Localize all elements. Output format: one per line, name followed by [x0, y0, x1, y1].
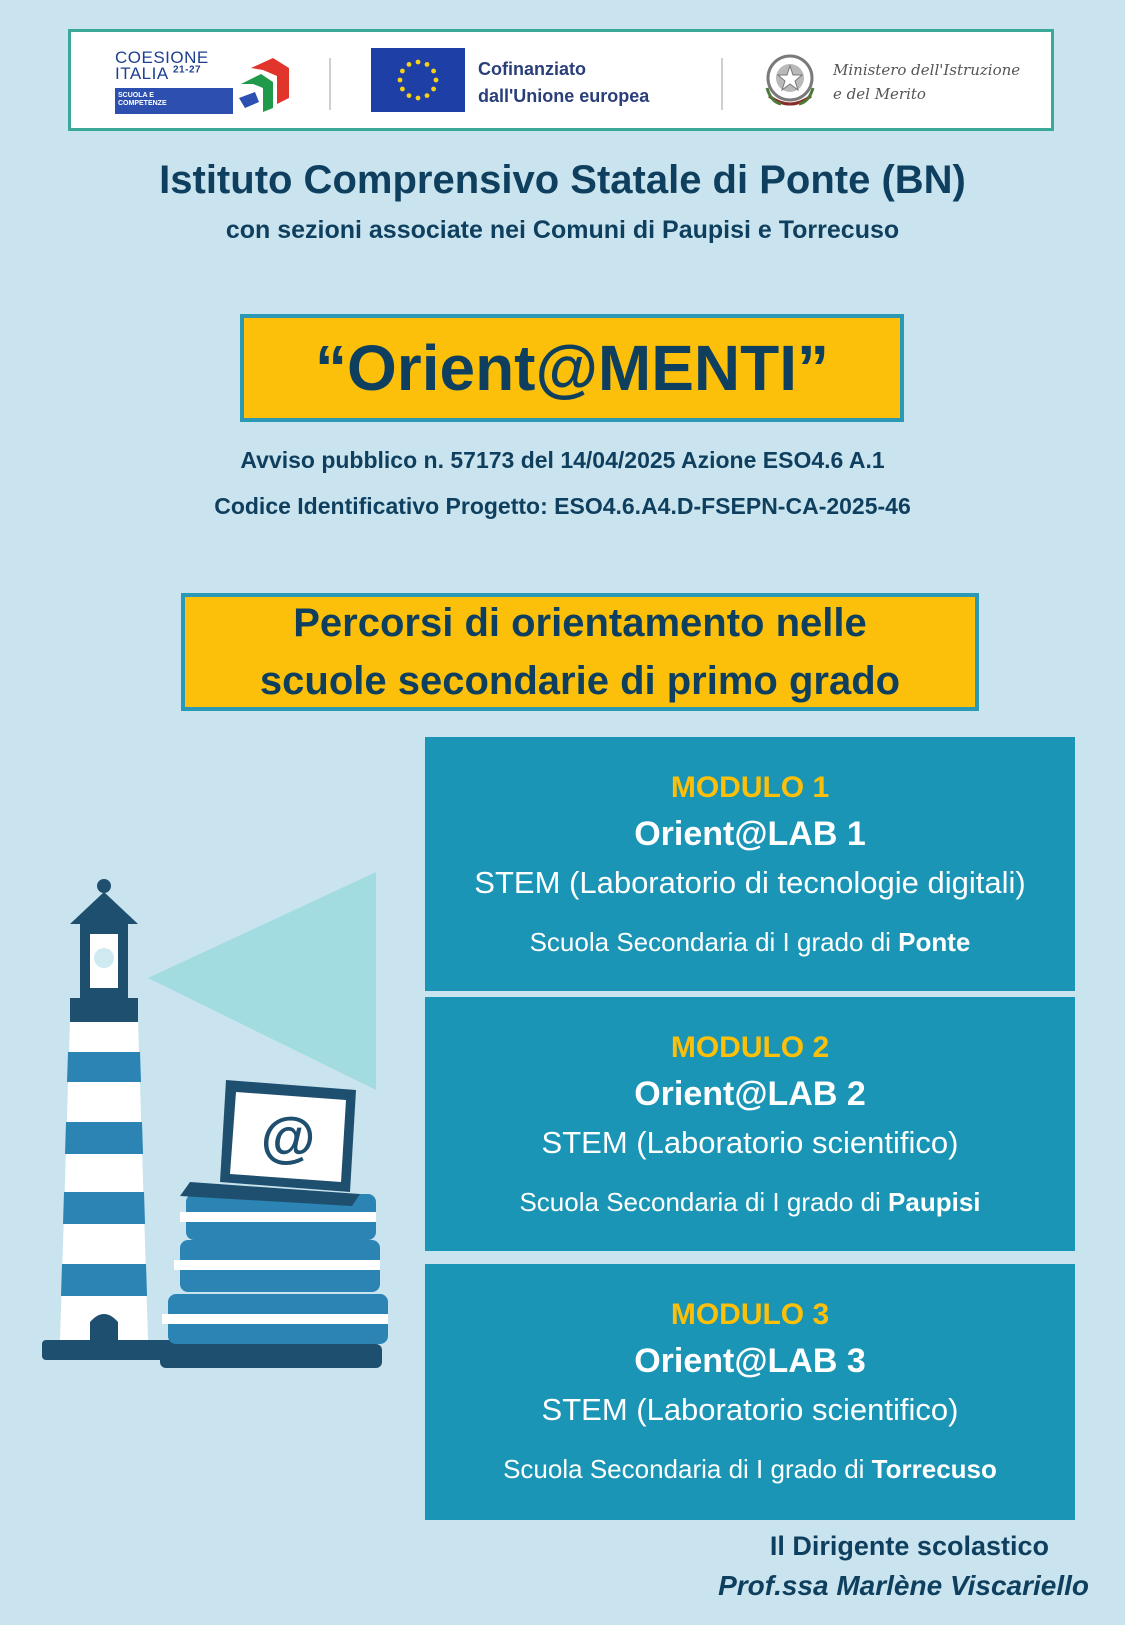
project-code-text: Codice Identificativo Progetto: ESO4.6.A4.D-FSEPN-CA-2025-46 — [214, 493, 911, 519]
signature-name: Prof.ssa Marlène Viscariello — [718, 1570, 1089, 1601]
eu-flag-icon — [371, 48, 465, 112]
italian-republic-emblem-icon — [761, 48, 819, 112]
module-description: STEM (Laboratorio scientifico) — [541, 1392, 959, 1427]
module-name: Orient@LAB 3 — [634, 1342, 866, 1380]
ministry-text: Ministero dell'Istruzione e del Merito — [833, 61, 1021, 103]
module-name: Orient@LAB 2 — [634, 1075, 866, 1113]
books-icon — [160, 1194, 388, 1368]
module-school: Scuola Secondaria di I grado di Paupisi — [519, 1187, 981, 1217]
module-town: Ponte — [898, 927, 971, 957]
school-subtitle: con sezioni associate nei Comuni di Paupisi e Torrecuso — [225, 216, 900, 244]
at-sign-icon: @ — [260, 1105, 316, 1168]
coesione-tag: SCUOLA E COMPETENZE — [115, 88, 233, 114]
coesione-arrows-icon — [233, 54, 295, 116]
avviso-text: Avviso pubblico n. 57173 del 14/04/2025 Azione ESO4.6 A.1 — [240, 447, 885, 473]
lighthouse-laptop-illustration — [30, 860, 410, 1380]
coesione-italia-logo — [115, 48, 295, 118]
logo-divider — [721, 58, 723, 110]
module-town: Paupisi — [888, 1187, 981, 1217]
module-name: Orient@LAB 1 — [634, 815, 866, 853]
school-title: Istituto Comprensivo Statale di Ponte (BN) — [159, 158, 966, 202]
lighthouse-icon — [42, 879, 182, 1360]
laptop-icon — [180, 1080, 360, 1206]
signature-role: Il Dirigente scolastico — [769, 1531, 1049, 1561]
module-card-3 — [425, 1264, 1075, 1520]
module-number: MODULO 1 — [670, 771, 830, 804]
percorsi-box — [181, 593, 979, 711]
light-beam-icon — [148, 872, 376, 1090]
percorsi-line1: Percorsi di orientamento nelle — [293, 601, 867, 645]
module-town: Torrecuso — [871, 1454, 997, 1484]
module-school: Scuola Secondaria di I grado di Torrecuso — [503, 1454, 997, 1484]
project-title: “Orient@MENTI” — [315, 332, 829, 404]
module-description: STEM (Laboratorio di tecnologie digitali) — [474, 865, 1026, 900]
coesione-line2: ITALIA $^{21-27}$ — [115, 64, 202, 83]
percorsi-line2: scuole secondarie di primo grado — [259, 659, 901, 703]
module-description: STEM (Laboratorio scientifico) — [541, 1125, 959, 1160]
module-school: Scuola Secondaria di I grado di Ponte — [529, 927, 971, 957]
module-number: MODULO 3 — [670, 1298, 830, 1331]
coesione-line1: COESIONE — [115, 48, 209, 67]
project-title-box — [240, 314, 904, 422]
logo-bar — [68, 29, 1054, 131]
module-number: MODULO 2 — [670, 1031, 830, 1064]
coesione-years: 21-27 — [173, 64, 202, 76]
eu-cofinanced-text: Cofinanziato dall'Unione europea — [478, 59, 650, 106]
module-card-2 — [425, 997, 1075, 1251]
logo-divider — [329, 58, 331, 110]
module-card-1 — [425, 737, 1075, 991]
